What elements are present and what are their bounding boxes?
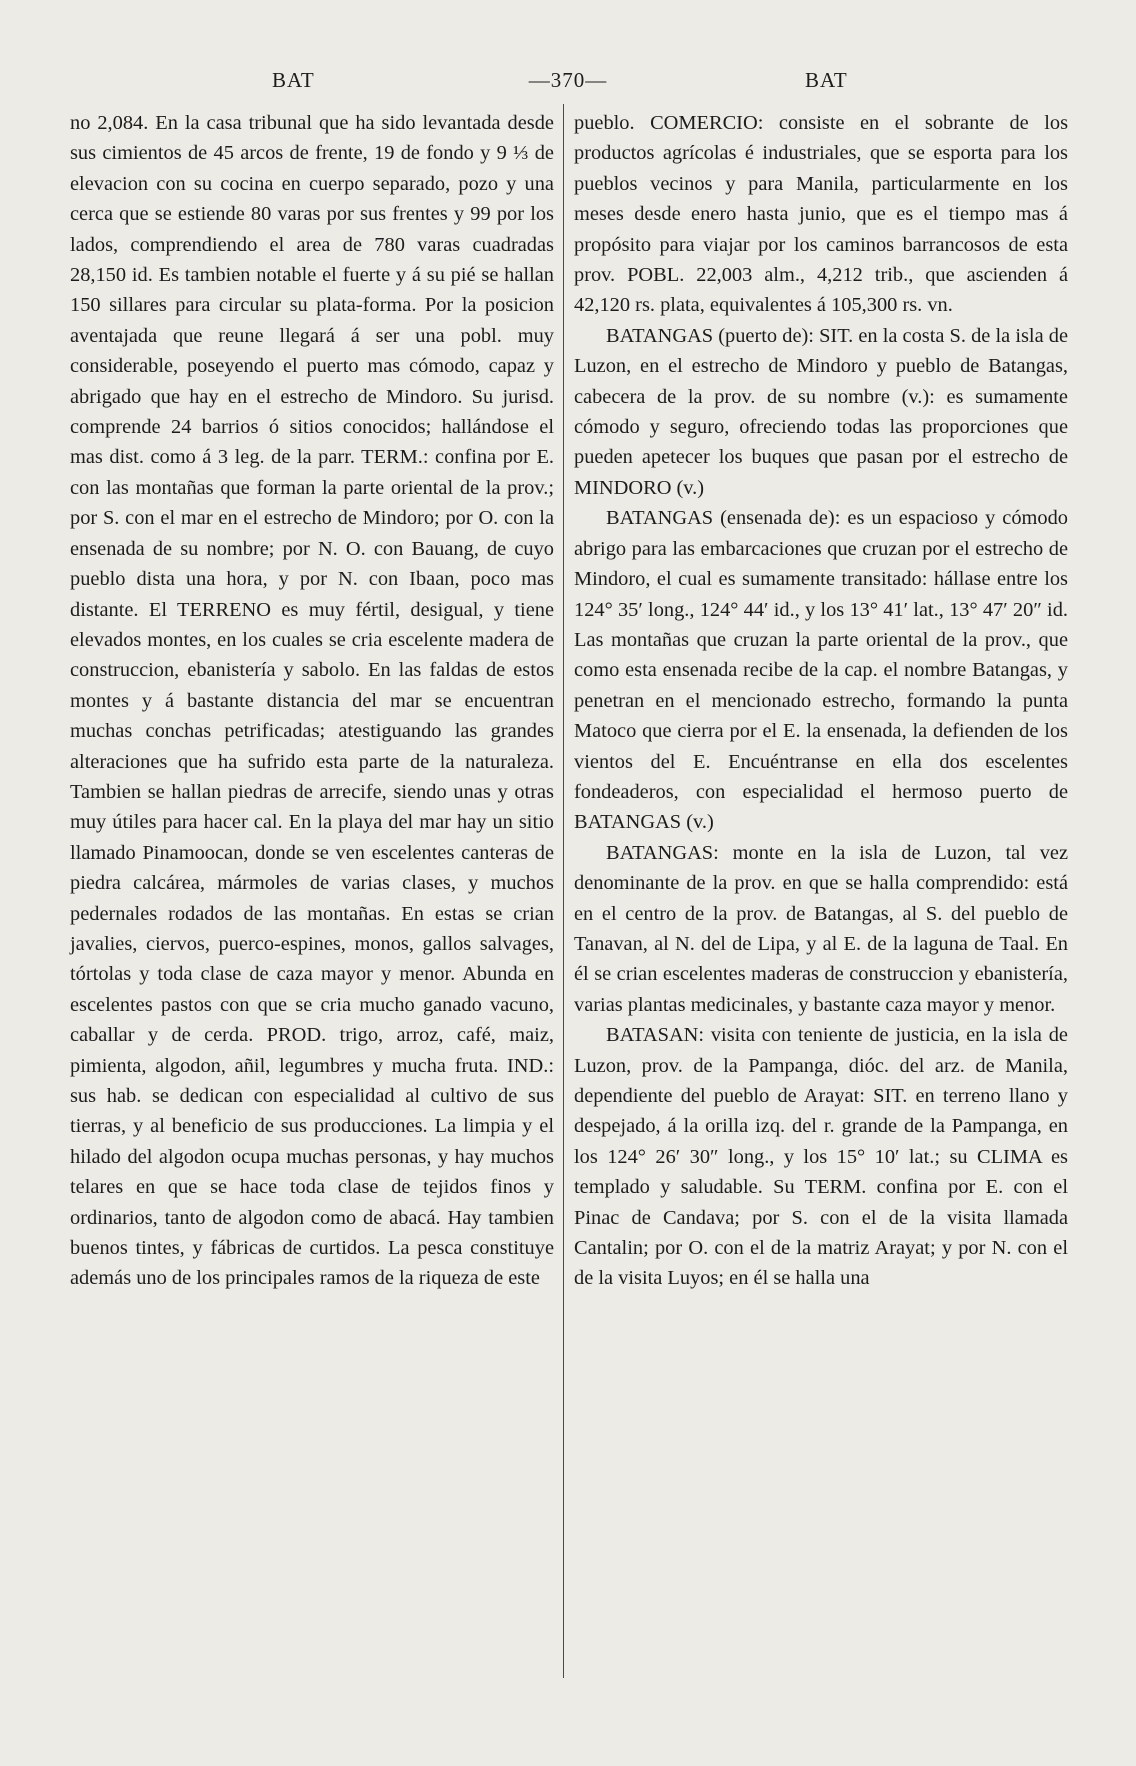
paragraph: pueblo. COMERCIO: consiste en el sobrante de los productos agrícolas é industriales, que se esporta para los pueblos vecinos y para Manila, particularmente en los meses desde enero hasta junio, que es el tiempo mas á propósito para viajar por los caminos barrancosos de esta prov. POBL. 22,003 alm., 4,212 trib., que ascienden á 42,120 rs. plata, equivalentes á 105,300 rs. vn. (574, 112, 1068, 317)
paragraph: no 2,084. En la casa tribunal que ha sido levantada desde sus cimientos de 45 arcos de frente, 19 de fondo y 9 ⅓ de elevacion con su cocina en cuerpo separado, pozo y una cerca que se estiende 80 varas por sus frentes y 99 por los lados, comprendiendo el area de 780 varas cuadradas 28,150 id. Es tambien notable el fuerte y á su pié se hallan 150 sillares para circular su plata-forma. Por la posicion aventajada que reune llegará á ser una pobl. muy considerable, poseyendo el puerto mas cómodo, capaz y abrigado que hay en el estrecho de Mindoro. Su jurisd. comprende 24 barrios ó sitios conocidos; hallándose el mas dist. como á 3 leg. de la parr. TERM.: confina por E. con las montañas que forman la parte oriental de la prov.; por S. con el mar en el estrecho de Mindoro; por O. con la ensenada de su nombre; por N. O. con Bauang, de cuyo pueblo dista una hora, y por N. con Ibaan, poco mas distante. El TERRENO es muy fértil, desigual, y tiene elevados montes, en los cuales se cria escelente madera de construccion, ebanistería y sabolo. En las faldas de estos montes y á bastante distancia del mar se encuentran muchas conchas petrificadas; atestiguando las grandes alteraciones que ha sufrido esta parte de la naturaleza. Tambien se hallan piedras de arrecife, siendo unas y otras muy útiles para hacer cal. En la playa del mar hay un sitio llamado Pinamoocan, donde se ven escelentes canteras de piedra calcárea, mármoles de varias clases, y muchos pedernales rodados de las montañas. En estas se crian javalies, ciervos, puerco-espines, monos, gallos salvages, tórtolas y toda clase de caza mayor y menor. Abunda en escelentes pastos con que se cria mucho ganado vacuno, caballar y de cerda. PROD. trigo, arroz, café, maiz, pimienta, algodon, añil, legumbres y mucha fruta. IND.: sus hab. se dedican con especialidad al cultivo de sus tierras, y al beneficio de sus producciones. La limpia y el hilado del algodon ocupa muchas personas, y hay muchos telares en que se hace toda clase de tejidos finos y ordinarios, tanto de algodon como de abacá. Hay tambien buenos tintes, y fábricas de curtidos. La pesca constituye además uno de los principales ramos de la riqueza de este (70, 112, 554, 1290)
page-number: —370— (528, 68, 608, 92)
entry-batangas-ensenada: BATANGAS (ensenada de): es un espacioso y cómodo abrigo para las embarcaciones que cruzan por el estrecho de Mindoro, el cual es sumamente transitado: hállase entre los 124° 35′ long., 124° 44′ id., y los 13° 41′ lat., 13° 47′ 20″ id. Las montañas que cruzan la parte oriental de la prov., que como esta ensenada recibe de la cap. el nombre Batangas, y penetran en el mencionado estrecho, formando la punta Matoco que cierra por el E. la ensenada, la defienden de los vientos del E. Encuéntranse en ella dos escelentes fondeaderos, con especialidad el hermoso puerto de BATANGAS (v.) (574, 507, 1068, 834)
column-divider (563, 104, 564, 1678)
entry-batangas-monte: BATANGAS: monte en la isla de Luzon, tal vez denominante de la prov. en que se halla comprendido: está en el centro de la prov. de Batangas, al S. del pueblo de Tanavan, al N. del de Lipa, y al E. de la laguna de Taal. En él se crian escelentes maderas de construccion y ebanistería, varias plantas medicinales, y bastante caza mayor y menor. (574, 841, 1068, 1016)
right-column (574, 108, 1068, 1294)
header-left: BAT (272, 68, 315, 92)
header-right: BAT (805, 68, 848, 92)
entry-batangas-puerto: BATANGAS (puerto de): SIT. en la costa S. de la isla de Luzon, en el estrecho de Mindoro y pueblo de Batangas, cabecera de la prov. de su nombre (v.): es sumamente cómodo y seguro, ofreciendo todas las proporciones que pueden apetecer los buques que pasan por el estrecho de MINDORO (v.) (574, 324, 1068, 499)
entry-batasan: BATASAN: visita con teniente de justicia, en la isla de Luzon, prov. de la Pampanga, dióc. del arz. de Manila, dependiente del pueblo de Arayat: SIT. en terreno llano y despejado, á la orilla izq. del r. grande de la Pampanga, en los 124° 26′ 30″ long., y los 15° 10′ lat.; su CLIMA es templado y saludable. Su TERM. confina por E. con el Pinac de Candava; por S. con el de la visita llamada Cantalin; por O. con el de la matriz Arayat; y por N. con el de la visita Luyos; en él se halla una (574, 1024, 1068, 1290)
left-column (70, 108, 554, 1294)
running-header (0, 68, 1136, 98)
